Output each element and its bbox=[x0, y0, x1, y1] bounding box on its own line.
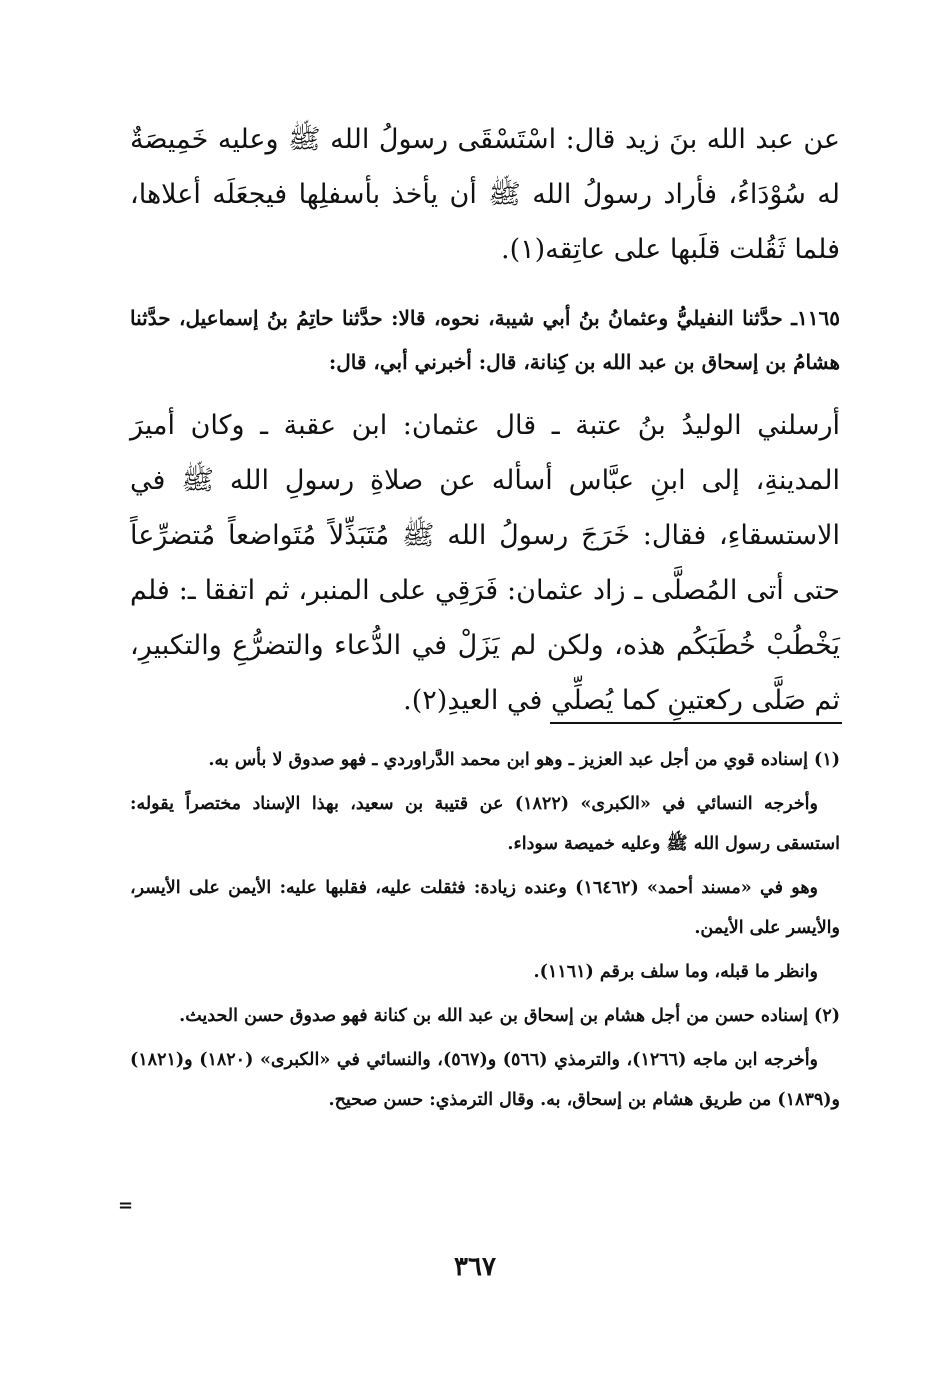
footnote-2-takhrij: وأخرجه ابن ماجه (١٢٦٦)، والترمذي (٥٦٦) و(٥٦٧)، والنسائي في «الكبرى» (١٨٢٠) و(١٨٢١) و(١٨٣٩) من طريق هشام بن إسحاق، به. وقال الترمذي: حسن صحيح. bbox=[130, 1050, 840, 1110]
hadith-1165-text: أرسلني الوليدُ بنُ عتبة ـ قال عثمان: ابن عقبة ـ وكان أميرَ المدينةِ، إلى ابنِ عبَّاس أسأله عن صلاةِ رسولِ الله ﷺ في الاستسقاءِ، فقال: خَرَجَ رسولُ الله ﷺ مُتَبَذِّلاً مُتَواضعاً مُتضرِّعاً حتى أتى المُصلَّى ـ زاد عثمان: فَرَقِي على المنبر، ثم اتفقا ـ: فلم يَخْطُبْ خُطَبَكُم هذه، ولكن لم يَزَلْ في الدُّعاء والتضرُّعِ والتكبيرِ، ثم صَلَّى ركعتينِ كما يُصلِّي في العيدِ(٢). bbox=[130, 410, 840, 716]
hadith-1164-text: عن عبد الله بنَ زيد قال: اسْتَسْقَى رسولُ الله ﷺ وعليه خَمِيصَةٌ له سُوْدَاءُ، فأراد رسولُ الله ﷺ أن يأخذ بأسفلِها فيجعَلَه أعلاها، فلما ثَقُلت قلَبها على عاتِقه(١). bbox=[130, 124, 840, 265]
footnote-1-takhrij: وأخرجه النسائي في «الكبرى» (١٨٢٢) عن قتيبة بن سعيد، بهذا الإسناد مختصراً يقوله: استسقى رسول الله ﷺ وعليه خميصة سوداء. bbox=[130, 794, 840, 854]
page-number: ٣٦٧ bbox=[454, 1252, 496, 1282]
footnote-2: (٢) إسناده حسن من أجل هشام بن إسحاق بن عبد الله بن كنانة فهو صدوق حسن الحديث. bbox=[179, 1006, 840, 1026]
footnote-1-see-also: وانظر ما قبله، وما سلف برقم (١١٦١). bbox=[533, 962, 818, 982]
hadith-1165-isnad: ١١٦٥ـ حدَّثنا النفيليُّ وعثمانُ بنُ أبي شيبة، نحوه، قالا: حدَّثنا حاتِمُ بنُ إسماعيل، حدَّثنا هشامُ بن إسحاق بن عبد الله بن كِنانة، قال: أخبرني أبي، قال: bbox=[130, 306, 840, 374]
footnote-1: (١) إسناده قوي من أجل عبد العزيز ـ وهو ابن محمد الدَّراوردي ـ فهو صدوق لا بأس به. bbox=[208, 750, 840, 770]
continuation-mark: = bbox=[118, 1195, 134, 1216]
footnotes-section bbox=[130, 740, 840, 1124]
footnote-divider bbox=[550, 722, 842, 724]
footnote-1-musnad: وهو في «مسند أحمد» (١٦٤٦٢) وعنده زيادة: فثقلت عليه، فقلبها عليه: الأيمن على الأيسر، والأيسر على الأيمن. bbox=[130, 878, 840, 938]
